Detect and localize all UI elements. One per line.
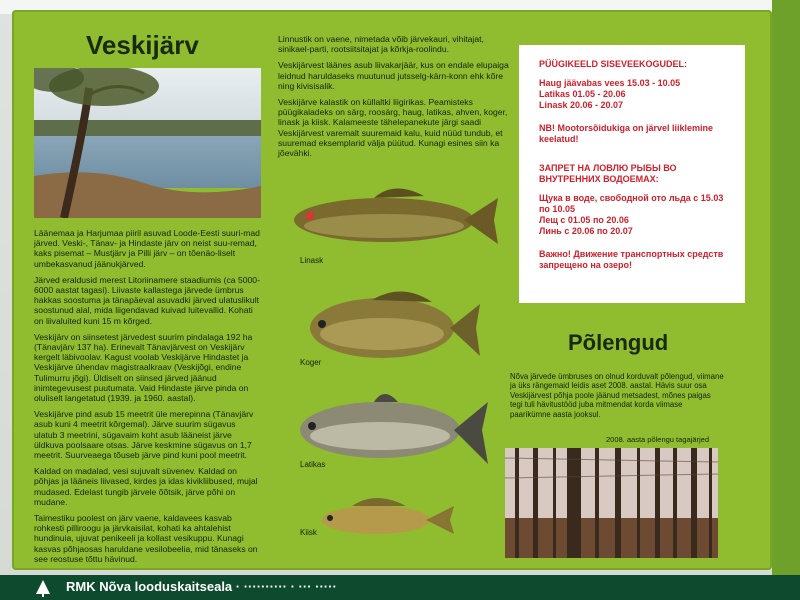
fish-label-ruffe: Kiisk (300, 528, 317, 537)
restriction-line: Latikas 01.05 - 20.06 (539, 89, 626, 99)
paragraph: Kaldad on madalad, vesi sujuvalt süvenev. Kaldad on põhjas ja lääneis liivased, kirdes ja idas kivikliibused, mujal mudased. Edelast tungib järvele õõtsik, järve põhi on mudane. (34, 466, 258, 507)
paragraph: Veskijärvest läänes asub liivakarjäär, kus on endale elupaiga leidnud haruldaseks muutunud jutsselg-kärn-konn ehk kõre ning kivisisalik. (278, 60, 509, 91)
paragraph: Läänemaa ja Harjumaa piiril asuvad Loode-Eesti suuri-mad järved. Veski-, Tänav- ja Hindaste järv on neist suu-remad, kaks pisemat – Mustjärv ja Pilli järv – on tõenäo-liselt umbekasvanud jäänukjärved. (34, 228, 260, 269)
tench-illustration (284, 178, 504, 258)
paragraph: Veskijärv on siinsetest järvedest suurim pindalaga 192 ha (Tänavjärv 137 ha). Erinevalt Tänavjärvest on Veskijärv kergelt läbivoolav. Kagust voolab Veskijärve Hindastet ja Veskijärve ühendav magistraalkraav (Veskijõgi, endine Tulimurru jõgi). Üldiselt on siinsed järved jäänud inimtegevusest puutumata. Vaid Hindaste järve pinda on oluliselt langetatud (1939. ja 1960. aastal). (34, 331, 253, 404)
restrictions-warning-ru: Важно! Движение транспортных средств запрещено на озеро! (539, 249, 724, 270)
restriction-line: Щука в воде, свободной ото льда с 15.03 по 10.05 (539, 193, 724, 214)
burned-forest-photo (505, 448, 718, 558)
paragraph: Veskijärve kalastik on küllaltki liigirikas. Peamisteks püügikaladeks on särg, roosärg, haug, latikas, ahven, koger, linask ja kiisk. Kalameeste tähelepanekute järgi saadi Veskijärvest varemalt suuremaid kalu, kuid nüüd tundub, et suuremad eksemplarid välja püütud. Kunagi esines siin ka jõevähki. (278, 97, 508, 159)
footer-text: RMK Nõva looduskaitseala · ·········· · ··· ····· (66, 579, 337, 594)
restrictions-heading-ru: ЗАПРЕТ НА ЛОВЛЮ РЫБЫ ВО ВНУТРЕННИХ ВОДОЕМАХ: (539, 163, 677, 184)
adjacent-panel (772, 0, 800, 575)
fishing-restrictions-box (519, 45, 745, 303)
ruffe-illustration (316, 492, 456, 542)
lake-photo (34, 68, 261, 218)
restrictions-warning-et: NB! Mootorsõidukiga on järvel liiklemine keelatud! (539, 123, 714, 144)
restrictions-heading-et: PÜÜGIKEELD SISEVEEKOGUDEL: (539, 59, 688, 69)
left-text-column (34, 228, 261, 570)
footer-bar (0, 575, 800, 600)
fire-photo-caption: 2008. aasta põlengu tagajärjed (606, 435, 710, 444)
paragraph: Linnustik on vaene, nimetada võib järvekauri, vihitajat, sinikael-parti, rootsiitsitajat ja kõrkja-roolindu. (278, 34, 484, 55)
restriction-line: Haug jäävabas vees 15.03 - 10.05 (539, 78, 681, 88)
fish-label-bream: Latikas (300, 460, 326, 469)
restriction-line: Linask 20.06 - 20.07 (539, 100, 624, 110)
paragraph: Veskijärve pind asub 15 meetrit üle merepinna (Tänavjärv asub kuni 4 meetrit kõrgemal). Järve suurim sügavus ulatub 3 meetrini, sügavaim koht asub lääneist järve üldkuva poolsaare otsas. Järve keskmine sügavus on 1,7 meetrit. Suurveaega tõuseb järve pind kuni pool meetrit. (34, 409, 254, 461)
board-title: Veskijärv (86, 30, 199, 60)
paragraph: Taimestiku poolest on järv vaene, kaldavees kasvab rohkesti pilliroogu ja järvkaisilat, kohati ka ahtalehist hundinuia, ujuvat penikeeli ja kollast vesikuppu. Kunagi kasvas põhjaosas haruldane vesilobeelia, mid tänaseks on see reostuse tõttu hävinud. (34, 513, 258, 564)
rmk-tree-icon (34, 579, 52, 597)
restriction-line: Лещ с 01.05 по 20.06 (539, 215, 629, 225)
paragraph: Järved eraldusid merest Litoriinamere staadiumis (ca 5000-6000 aastat tagasi). Liivaste kallastega järvede ümbrus hakkas soostuma ja tänapäeval asuvadki järved ulatuslikult soostunud alal, mida liigendavad kuivad luitevallid. Kohati on liivaluited kuni 15 m kõrged. (34, 274, 260, 326)
restriction-line: Линь с 20.06 по 20.07 (539, 226, 633, 236)
fish-label-tench: Linask (300, 256, 324, 265)
crucian-carp-illustration (302, 280, 482, 368)
middle-text-column (278, 34, 514, 164)
fish-label-crucian-carp: Koger (300, 358, 322, 367)
fire-section-title: Põlengud (568, 330, 669, 355)
fire-paragraph: Nõva järvede ümbruses on olnud korduvalt põlengud, viimane ja üks rängemaid leidis aset 2008. aastal. Hävis suur osa Veskijärvest põhja poole jäänud metsadest, mõnes paigas tegi tuli hävitustööd juba mitmendat korda viimase paarikümne aasta jooksul. (510, 372, 724, 419)
info-board (12, 10, 772, 570)
